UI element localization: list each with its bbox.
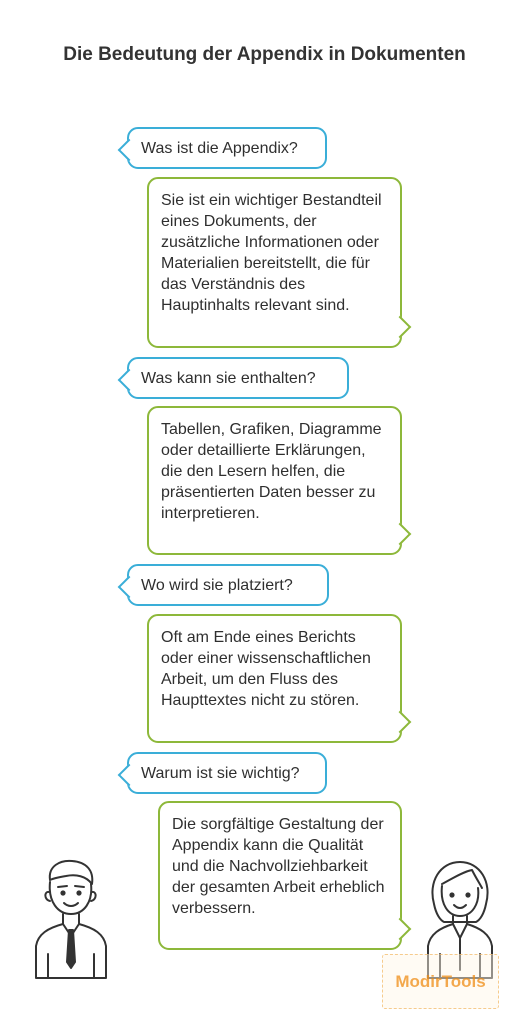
bubble-tail <box>389 918 412 941</box>
question-text: Was kann sie enthalten? <box>141 370 316 387</box>
question-text: Wo wird sie platziert? <box>141 577 293 594</box>
answer-bubble-2 <box>147 406 402 555</box>
man-avatar-icon <box>30 858 112 982</box>
answer-bubble-3 <box>147 614 402 743</box>
bubble-tail <box>118 369 141 392</box>
watermark-logo: ModirTools <box>382 954 499 1009</box>
question-bubble-4 <box>127 752 327 794</box>
question-text: Warum ist sie wichtig? <box>141 765 300 782</box>
answer-bubble-4 <box>158 801 402 950</box>
question-bubble-2 <box>127 357 349 399</box>
bubble-tail <box>389 711 412 734</box>
bubble-tail <box>389 316 412 339</box>
page-title: Die Bedeutung der Appendix in Dokumenten <box>63 44 466 65</box>
bubble-tail <box>118 139 141 162</box>
answer-text: Oft am Ende eines Berichts oder einer wissenschaftlichen Arbeit, um den Fluss des Haupttextes nicht zu stören. <box>161 629 371 709</box>
bubble-tail <box>118 764 141 787</box>
answer-bubble-1 <box>147 177 402 348</box>
question-text: Was ist die Appendix? <box>141 140 298 157</box>
answer-text: Tabellen, Grafiken, Diagramme oder detaillierte Erklärungen, die den Lesern helfen, die präsentierten Daten besser zu interpretieren. <box>161 421 382 522</box>
bubble-tail <box>118 576 141 599</box>
bubble-tail <box>389 523 412 546</box>
question-bubble-3 <box>127 564 329 606</box>
answer-text: Sie ist ein wichtiger Bestandteil eines Dokuments, der zusätzliche Informationen oder Materialien bereitstellt, die für das Verständnis des Hauptinhalts relevant sind. <box>161 192 382 314</box>
answer-text: Die sorgfältige Gestaltung der Appendix kann die Qualität und die Nachvollziehbarkeit der gesamten Arbeit erheblich verbessern. <box>172 816 385 917</box>
question-bubble-1 <box>127 127 327 169</box>
